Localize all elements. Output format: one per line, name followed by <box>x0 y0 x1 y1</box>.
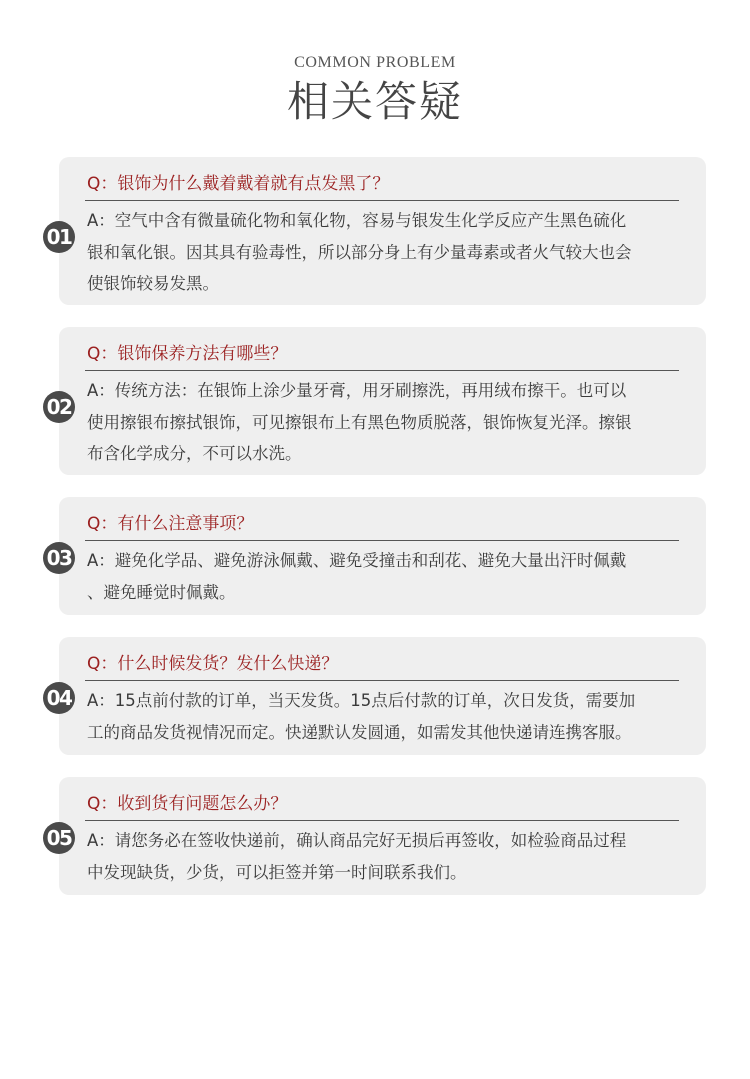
faq-item-1 <box>46 157 706 305</box>
divider <box>85 370 679 371</box>
faq-answer: A：15点前付款的订单，当天发货。15点后付款的订单，次日发货，需要加 工的商品发货视情况而定。快递默认发圆通，如需发其他快递请连携客服。 <box>87 691 636 742</box>
divider <box>85 200 679 201</box>
faq-question: Q：收到货有问题怎么办？ <box>87 794 288 814</box>
divider <box>85 680 679 681</box>
faq-question: Q：有什么注意事项？ <box>87 514 254 534</box>
number-badge: 02 <box>43 391 75 423</box>
faq-item-5 <box>46 777 706 895</box>
faq-answer: A：避免化学品、避免游泳佩戴、避免受撞击和刮花、避免大量出汗时佩戴 、避免睡觉时佩戴。 <box>87 551 627 602</box>
faq-item-3 <box>46 497 706 615</box>
faq-question: Q：什么时候发货？发什么快递？ <box>87 654 339 674</box>
number-badge: 03 <box>43 542 75 574</box>
faq-item-2 <box>46 327 706 475</box>
page-title: 相关答疑 <box>286 77 463 126</box>
divider <box>85 820 679 821</box>
number-badge: 05 <box>43 822 75 854</box>
number-badge: 01 <box>43 221 75 253</box>
page-header <box>0 52 750 128</box>
faq-answer: A：传统方法：在银饰上涂少量牙膏，用牙刷擦洗，再用绒布擦干。也可以 使用擦银布擦拭银饰，可见擦银布上有黑色物质脱落，银饰恢复光泽。擦银 布含化学成分，不可以水洗。 <box>87 381 632 463</box>
faq-question: Q：银饰保养方法有哪些？ <box>87 344 288 364</box>
faq-item-4 <box>46 637 706 755</box>
divider <box>85 540 679 541</box>
page-subtitle: COMMON PROBLEM <box>294 54 456 71</box>
faq-answer: A：空气中含有微量硫化物和氧化物，容易与银发生化学反应产生黑色硫化 银和氧化银。因其具有验毒性，所以部分身上有少量毒素或者火气较大也会 使银饰较易发黑。 <box>87 211 632 293</box>
number-badge: 04 <box>43 682 75 714</box>
faq-question: Q：银饰为什么戴着戴着就有点发黑了？ <box>87 174 390 194</box>
faq-answer: A：请您务必在签收快递前，确认商品完好无损后再签收，如检验商品过程 中发现缺货，少货，可以拒签并第一时间联系我们。 <box>87 831 627 882</box>
